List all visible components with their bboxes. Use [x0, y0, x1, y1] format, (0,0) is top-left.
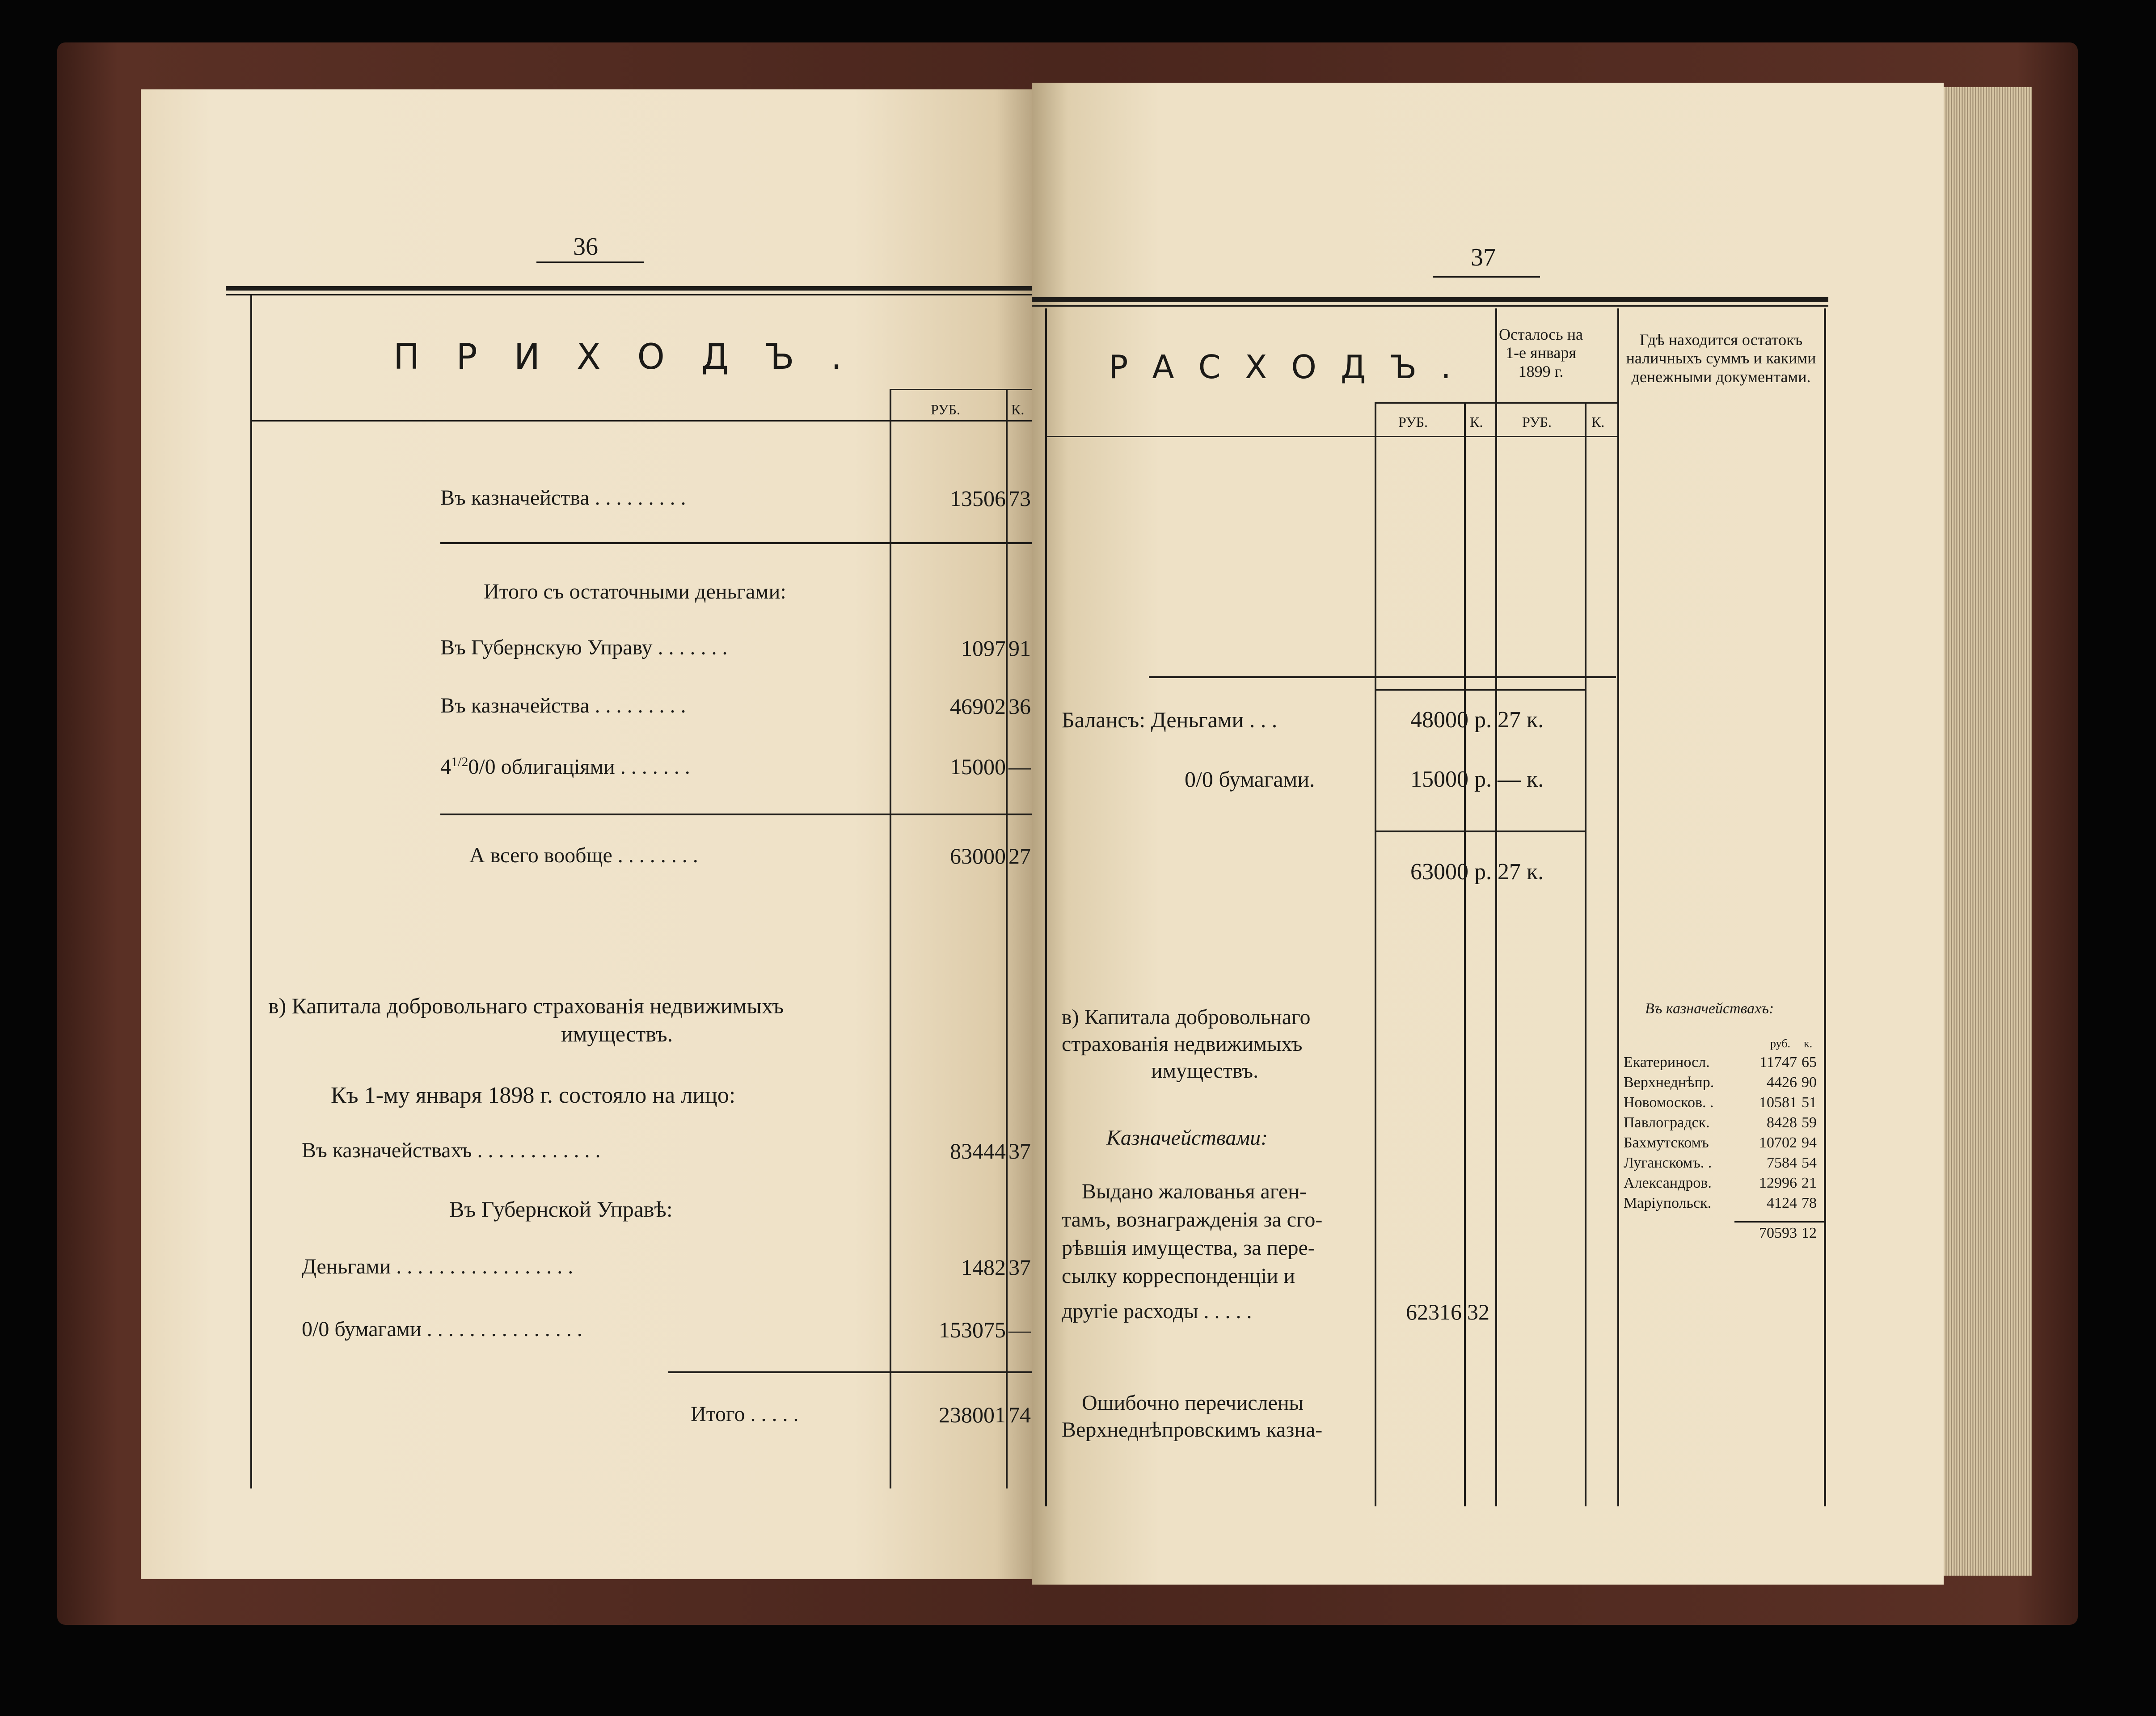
left-heading: ПРИХОДЪ.: [393, 337, 879, 377]
kazn-list-header-k: к.: [1804, 1037, 1813, 1050]
left-row-kazn2-rub: 46902: [950, 694, 1006, 719]
right-vydano-line5: другіе расходы . . . . .: [1062, 1299, 1252, 1323]
left-itogo-heading: Итого съ остаточными деньгами:: [484, 580, 786, 603]
left-row-kazn1-label: Въ казначейства . . . . . . . . .: [440, 486, 686, 510]
kazn-list-sum-rule: [1734, 1221, 1824, 1223]
right-subheader-rule: [1375, 402, 1617, 404]
balans-bumagami: 15000 р. — к.: [1410, 767, 1544, 792]
page-edges: [1933, 87, 2032, 1576]
left-col-k-header: К.: [1011, 401, 1025, 417]
left-row-kazn1-rub: 13506: [950, 486, 1006, 511]
left-row-kazn1-k: 73: [1008, 486, 1031, 511]
kazn-list-name: Павлоградск.: [1624, 1114, 1710, 1131]
left-row-bumagami-k: —: [1008, 1317, 1031, 1342]
left-section-v-line2: имуществъ.: [561, 1021, 673, 1046]
left-row-bumagami-label: 0/0 бумагами . . . . . . . . . . . . . . .: [302, 1317, 582, 1341]
left-row-kaznacheystvakh-label: Въ казначействахъ . . . . . . . . . . . .: [302, 1138, 601, 1162]
left-page-number: 36: [573, 233, 598, 261]
left-row-oblig-label: [440, 755, 690, 778]
right-section-v-line3: имуществъ.: [1151, 1059, 1259, 1083]
kazn-list-rub: 12996: [1759, 1175, 1797, 1191]
left-row-gub-label: Въ Губернскую Управу . . . . . . .: [440, 636, 728, 659]
right-oshibochno-line2: Верхнеднѣпровскимъ казна-: [1062, 1418, 1323, 1442]
kazn-total-rub: 70593: [1759, 1225, 1797, 1241]
left-row-oblig-rub: 15000: [950, 754, 1006, 779]
left-row-gub-k: 91: [1008, 636, 1031, 661]
right-vydano-line3: рѣвшія имущества, за пере-: [1062, 1236, 1315, 1260]
right-frame-left: [1045, 308, 1047, 1506]
left-row-dengami-label: Деньгами . . . . . . . . . . . . . . . . .: [302, 1255, 574, 1278]
left-col-line-k: [1006, 389, 1008, 1488]
right-col-ostalos-k: К.: [1591, 414, 1605, 430]
left-row-vsego-k: 27: [1008, 843, 1031, 869]
right-col-ostalos-header: Осталось на 1-е января 1899 г.: [1499, 325, 1583, 380]
kazn-list-rub: 7584: [1767, 1155, 1797, 1171]
right-vydano-line2: тамъ, вознагражденія за сго-: [1062, 1208, 1323, 1231]
right-section-v-line1: в) Капитала добровольнаго: [1062, 1005, 1311, 1029]
left-row-itogo-rub: 238001: [939, 1402, 1006, 1427]
right-page-number: 37: [1471, 244, 1496, 271]
right-col-line-ost-k: [1585, 402, 1586, 1506]
kazn-list-rub: 11747: [1759, 1054, 1797, 1071]
left-row-gub-rub: 1097: [961, 636, 1006, 661]
balans-dengami: 48000 р. 27 к.: [1410, 707, 1544, 733]
right-page: [1032, 83, 1944, 1585]
balans-box-top: [1375, 689, 1585, 691]
right-oshibochno-line1: Ошибочно перечислены: [1082, 1391, 1304, 1415]
kazn-list-k: 54: [1802, 1155, 1817, 1171]
kazn-list-name: Верхнеднѣпр.: [1624, 1074, 1714, 1091]
kazn-list-rub: 4124: [1767, 1195, 1797, 1211]
left-row-dengami-k: 37: [1008, 1255, 1031, 1280]
right-col-ostalos-rub: РУБ.: [1522, 414, 1552, 430]
kazn-list-name: Маріупольск.: [1624, 1195, 1712, 1211]
balans-label: Балансъ: Деньгами . . .: [1062, 707, 1278, 732]
right-top-rule: [1032, 297, 1828, 302]
right-kaznacheystvami: Казначействами:: [1106, 1126, 1268, 1150]
left-v-gub-uprave: Въ Губернской Управѣ:: [449, 1197, 673, 1222]
kazn-list-rub: 10702: [1759, 1134, 1797, 1151]
kazn-list-k: 78: [1802, 1195, 1817, 1211]
right-vydano-line4: сылку корреспонденціи и: [1062, 1264, 1295, 1288]
left-sep-3: [668, 1371, 1032, 1373]
left-page-number-rule: [536, 261, 644, 263]
left-page: [141, 89, 1032, 1579]
balans-total: 63000 р. 27 к.: [1410, 859, 1544, 885]
right-section-v-line2: страхованія недвижимыхъ: [1062, 1032, 1303, 1056]
left-row-oblig-k: —: [1008, 754, 1031, 779]
kazn-list-rub: 10581: [1759, 1094, 1797, 1111]
right-col-k-header: К.: [1470, 414, 1483, 430]
kazn-list-rub: 4426: [1767, 1074, 1797, 1091]
left-frame-left: [250, 295, 252, 1488]
kazn-list-k: 94: [1802, 1134, 1817, 1151]
right-col-rub-header: РУБ.: [1398, 414, 1428, 430]
kazn-list-k: 65: [1802, 1054, 1817, 1071]
right-heading: РАСХОДЪ.: [1109, 348, 1476, 386]
left-row-vsego-rub: 63000: [950, 843, 1006, 869]
left-row-kazn2-k: 36: [1008, 694, 1031, 719]
left-col-rub-header: РУБ.: [931, 401, 961, 417]
right-frame-right: [1824, 308, 1826, 1506]
left-row-bumagami-rub: 153075: [939, 1317, 1006, 1342]
right-col-gde-header: Гдѣ находится остатокъ наличныхъ суммъ и какими денежными документами.: [1626, 331, 1816, 386]
left-row-dengami-rub: 1482: [961, 1255, 1006, 1280]
kazn-list-name: Новомосков. .: [1624, 1094, 1714, 1111]
kazn-list-rub: 8428: [1767, 1114, 1797, 1131]
left-row-kaznacheystvakh-rub: 83444: [950, 1138, 1006, 1164]
right-col-line-k: [1464, 402, 1466, 1506]
kazn-list-k: 59: [1802, 1114, 1817, 1131]
kazn-list-k: 21: [1802, 1175, 1817, 1191]
left-subheader-rule: [890, 389, 1032, 390]
left-row-kaznacheystvakh-k: 37: [1008, 1138, 1031, 1164]
oblig-fraction: 1/2: [451, 755, 468, 769]
right-col-line-rub: [1375, 402, 1376, 1506]
oblig-rest: 0/0 облигаціями . . . . . . .: [468, 755, 690, 779]
oblig-prefix: 4: [440, 755, 451, 779]
left-section-v-line1: в) Капитала добровольнаго страхованія недвижимыхъ: [268, 993, 784, 1018]
left-top-rule: [226, 286, 1032, 291]
kazn-list-k: 51: [1802, 1094, 1817, 1111]
kazn-list-name: Александров.: [1624, 1175, 1712, 1191]
kazn-list-k: 90: [1802, 1074, 1817, 1091]
right-page-number-rule: [1433, 276, 1540, 278]
kazn-list-header-rub: руб.: [1770, 1037, 1791, 1050]
left-sep-1: [440, 542, 1032, 544]
balans-top-rule: [1149, 676, 1616, 678]
right-vydano-rub: 62316: [1406, 1299, 1462, 1324]
kazn-list-name: Бахмутскомъ: [1624, 1134, 1709, 1151]
left-top-rule-thin: [226, 294, 1032, 295]
balans-bumagami-label: 0/0 бумагами.: [1185, 767, 1315, 792]
left-row-kazn2-label: Въ казначейства . . . . . . . . .: [440, 694, 686, 717]
right-col-line-gde: [1617, 308, 1619, 1506]
balans-sum-rule: [1375, 831, 1585, 832]
left-row-itogo-k: 74: [1008, 1402, 1031, 1427]
left-row-itogo-label: Итого . . . . .: [691, 1402, 799, 1426]
right-vydano-line1: Выдано жалованья аген-: [1082, 1180, 1307, 1203]
right-vydano-k: 32: [1467, 1299, 1489, 1324]
left-row-vsego-label: А всего вообще . . . . . . . .: [469, 843, 698, 867]
right-header-rule: [1045, 436, 1617, 437]
left-sep-2: [440, 814, 1032, 815]
kazn-list-title: Въ казначействахъ:: [1645, 1000, 1774, 1017]
kazn-list-name: Луганскомъ. .: [1624, 1155, 1712, 1171]
kazn-list-name: Екатериносл.: [1624, 1054, 1710, 1071]
right-col-line-ost: [1495, 308, 1497, 1506]
right-top-rule-thin: [1032, 305, 1828, 307]
left-k-1-yanvarya: Къ 1-му января 1898 г. состояло на лицо:: [331, 1083, 736, 1108]
left-col-line-rub: [890, 389, 891, 1488]
left-header-rule: [250, 420, 1032, 422]
kazn-total-k: 12: [1802, 1225, 1817, 1241]
